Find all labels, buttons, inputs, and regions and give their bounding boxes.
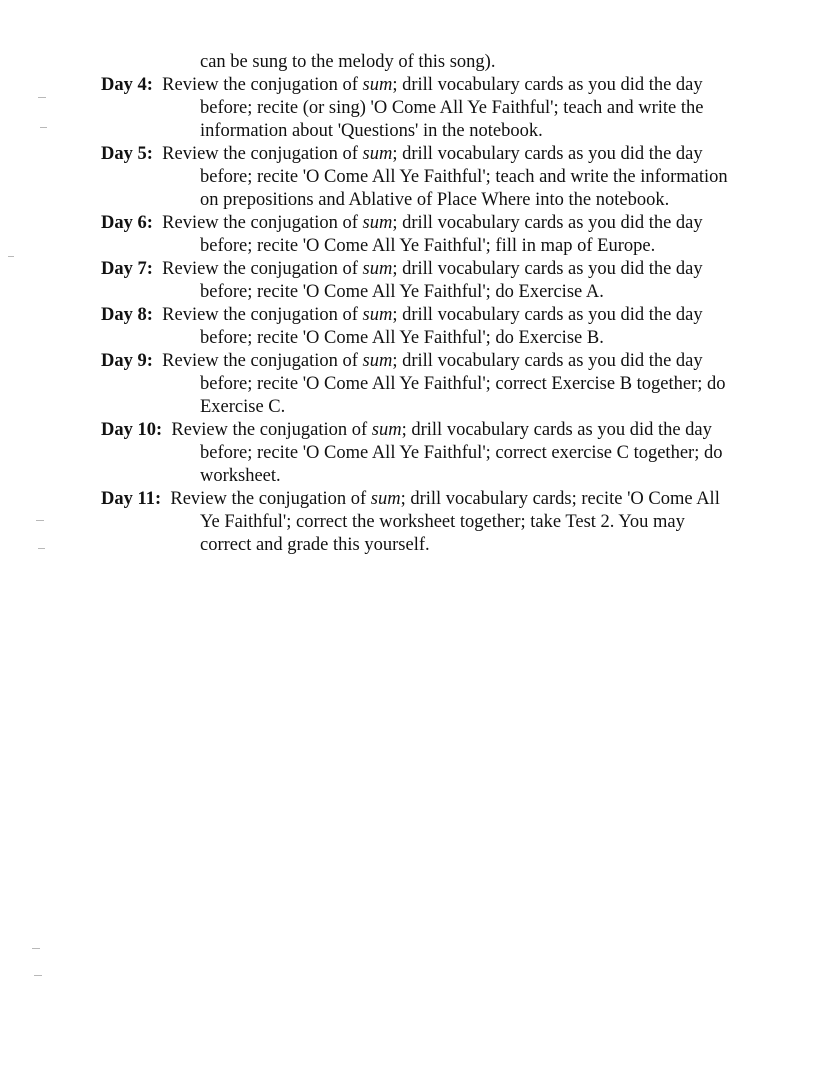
entry-text: before; recite 'O Come All Ye Faithful'; correct exercise C together; do <box>200 443 723 463</box>
day-label: Day 4: <box>101 75 153 95</box>
entry-text: Review the conjugation of <box>162 259 363 279</box>
day-label: Day 9: <box>101 351 153 371</box>
day-entry-first-line <box>101 488 781 511</box>
day-entry-first-line <box>101 212 781 235</box>
entry-text: ; drill vocabulary cards as you did the day <box>392 259 703 279</box>
day-entry-continuation-line <box>101 373 781 396</box>
scan-speck <box>40 127 47 128</box>
day-entry <box>101 350 781 419</box>
entry-text: before; recite 'O Come All Ye Faithful'; do Exercise B. <box>200 328 604 348</box>
day-entry-continuation-line <box>101 281 781 304</box>
entry-text: on prepositions and Ablative of Place Where into the notebook. <box>200 190 670 210</box>
day-entry-first-line <box>101 258 781 281</box>
entry-text: before; recite 'O Come All Ye Faithful'; fill in map of Europe. <box>200 236 656 256</box>
day-entry-continuation-line <box>101 465 781 488</box>
entry-text: ; drill vocabulary cards as you did the day <box>392 305 703 325</box>
entry-text: before; recite 'O Come All Ye Faithful'; teach and write the information <box>200 167 728 187</box>
entry-text: Ye Faithful'; correct the worksheet together; take Test 2. You may <box>200 512 685 532</box>
entry-text: information about 'Questions' in the notebook. <box>200 121 543 141</box>
day-entry-continuation-line <box>101 396 781 419</box>
scan-speck <box>8 256 14 257</box>
day-entry-first-line <box>101 74 781 97</box>
latin-verb-sum: sum <box>362 351 393 371</box>
latin-verb-sum: sum <box>362 75 393 95</box>
day-entry-first-line <box>101 419 781 442</box>
day-label: Day 8: <box>101 305 153 325</box>
entry-text: Review the conjugation of <box>162 144 363 164</box>
day-label: Day 6: <box>101 213 153 233</box>
entry-text: before; recite 'O Come All Ye Faithful'; correct Exercise B together; do <box>200 374 726 394</box>
entry-text: Exercise C. <box>200 397 286 417</box>
entry-text: ; drill vocabulary cards; recite 'O Come All <box>400 489 720 509</box>
day-entry-continuation-line <box>101 442 781 465</box>
day-entry-first-line <box>101 350 781 373</box>
entry-text: Review the conjugation of <box>162 351 363 371</box>
entry-text: Review the conjugation of <box>170 489 371 509</box>
day-entry-continuation-line <box>101 327 781 350</box>
day-label: Day 7: <box>101 259 153 279</box>
entry-text: Review the conjugation of <box>171 420 372 440</box>
entry-text: ; drill vocabulary cards as you did the day <box>392 75 703 95</box>
latin-verb-sum: sum <box>362 144 393 164</box>
scan-speck <box>34 975 42 976</box>
latin-verb-sum: sum <box>362 213 393 233</box>
scan-speck <box>32 948 40 949</box>
entry-text: ; drill vocabulary cards as you did the day <box>401 420 712 440</box>
latin-verb-sum: sum <box>362 305 393 325</box>
day-label: Day 5: <box>101 144 153 164</box>
day-entry-first-line <box>101 304 781 327</box>
latin-verb-sum: sum <box>371 420 402 440</box>
scan-speck <box>38 97 46 98</box>
entry-text: before; recite 'O Come All Ye Faithful'; do Exercise A. <box>200 282 604 302</box>
day-entry <box>101 419 781 488</box>
intro-continuation-line: can be sung to the melody of this song). <box>200 52 496 72</box>
day-entries-list <box>101 74 781 557</box>
schedule-text <box>101 51 781 557</box>
day-entry-continuation-line <box>101 189 781 212</box>
day-entry <box>101 212 781 258</box>
day-entry-continuation-line <box>101 166 781 189</box>
entry-text: correct and grade this yourself. <box>200 535 430 555</box>
entry-text: before; recite (or sing) 'O Come All Ye Faithful'; teach and write the <box>200 98 704 118</box>
day-entry <box>101 143 781 212</box>
day-label: Day 11: <box>101 489 162 509</box>
entry-text: ; drill vocabulary cards as you did the day <box>392 351 703 371</box>
entry-text: Review the conjugation of <box>162 213 363 233</box>
scan-speck <box>38 548 45 549</box>
day-entry-continuation-line <box>101 97 781 120</box>
scan-speck <box>36 520 44 521</box>
entry-text: Review the conjugation of <box>162 305 363 325</box>
day-entry <box>101 304 781 350</box>
day-entry <box>101 258 781 304</box>
entry-text: worksheet. <box>200 466 281 486</box>
day-label: Day 10: <box>101 420 163 440</box>
day-entry-continuation-line <box>101 534 781 557</box>
latin-verb-sum: sum <box>362 259 393 279</box>
entry-text: ; drill vocabulary cards as you did the day <box>392 213 703 233</box>
entry-text: Review the conjugation of <box>162 75 363 95</box>
day-entry <box>101 488 781 557</box>
entry-text: ; drill vocabulary cards as you did the day <box>392 144 703 164</box>
day-entry-continuation-line <box>101 235 781 258</box>
latin-verb-sum: sum <box>370 489 401 509</box>
day-entry-continuation-line <box>101 120 781 143</box>
day-entry <box>101 74 781 143</box>
day-entry-continuation-line <box>101 511 781 534</box>
day-entry-first-line <box>101 143 781 166</box>
